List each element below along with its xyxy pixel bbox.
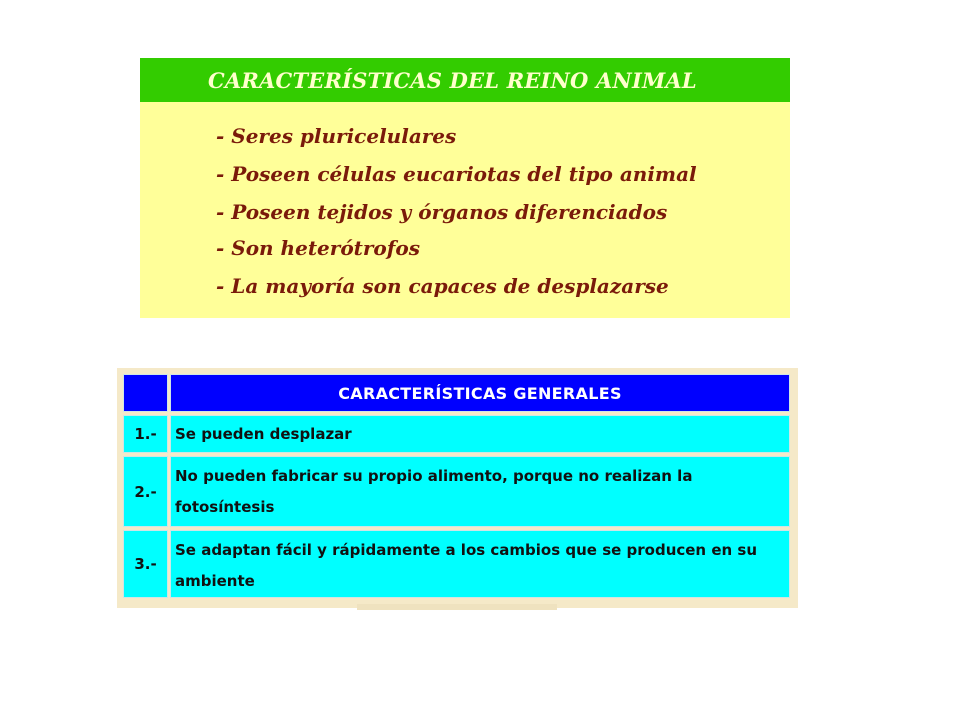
bottom-strip — [357, 604, 557, 610]
row-text: Se pueden desplazar — [175, 425, 352, 443]
list-item: - Seres pluricelulares — [216, 124, 457, 148]
row-number-label: 2.- — [134, 482, 157, 501]
row-number-label: 3.- — [134, 555, 157, 573]
header-corner-cell — [123, 374, 168, 412]
table-row — [170, 530, 790, 598]
table-row — [170, 456, 790, 527]
row-text: No pueden fabricar su propio alimento, porque no realizan la fotosíntesis — [175, 467, 693, 516]
table-row — [170, 415, 790, 453]
animal-kingdom-panel — [140, 58, 790, 318]
list-item: - La mayoría son capaces de desplazarse — [216, 274, 669, 298]
list-item: - Son heterótrofos — [216, 236, 420, 260]
row-number — [123, 415, 168, 453]
list-item: - Poseen tejidos y órganos diferenciados — [216, 200, 668, 224]
row-number — [123, 456, 168, 527]
animal-kingdom-title: CARACTERÍSTICAS DEL REINO ANIMAL — [208, 67, 697, 93]
table-header — [170, 374, 790, 412]
general-characteristics-table — [117, 368, 798, 608]
row-number — [123, 530, 168, 598]
table-header-label: CARACTERÍSTICAS GENERALES — [338, 383, 622, 403]
row-number-label: 1.- — [134, 425, 157, 443]
row-text: Se adaptan fácil y rápidamente a los cambios que se producen en su ambiente — [175, 541, 758, 590]
list-item: - Poseen células eucariotas del tipo animal — [216, 162, 697, 186]
animal-kingdom-header — [140, 58, 790, 102]
